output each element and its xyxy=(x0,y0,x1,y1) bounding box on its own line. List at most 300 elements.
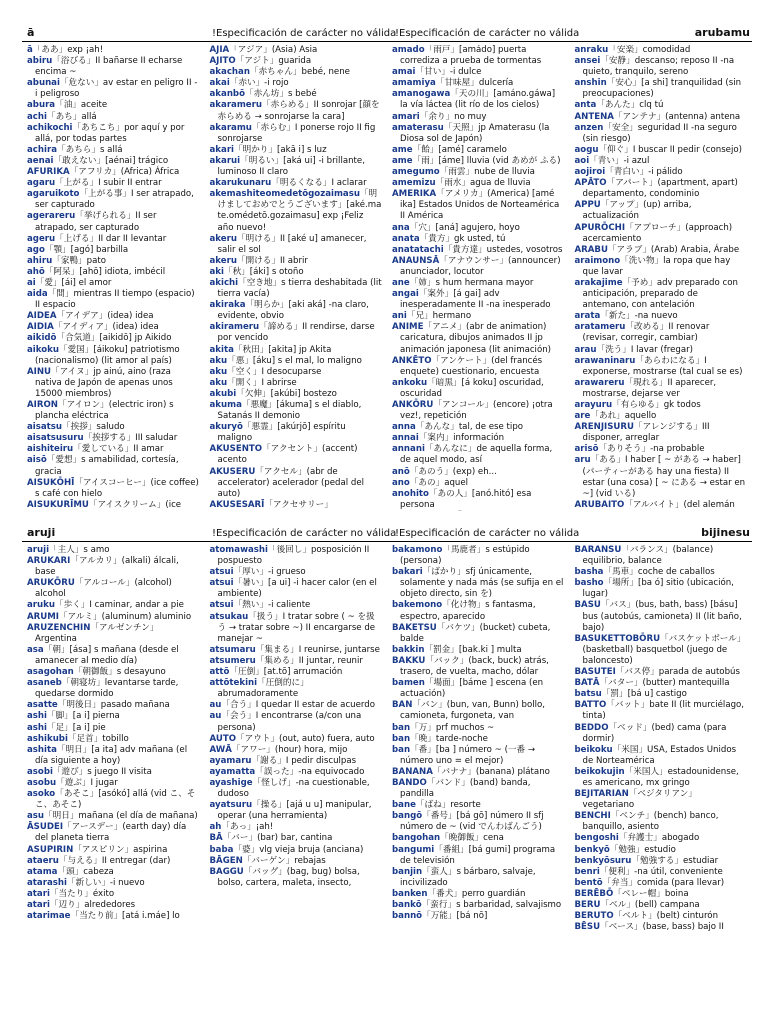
headword: aisatsu xyxy=(27,422,63,433)
headword: ASUPIRIN xyxy=(27,844,74,855)
dictionary-entry xyxy=(575,789,748,811)
dictionary-entry xyxy=(392,800,565,811)
definition: 「諦める」II rendirse, darse por vencido xyxy=(217,322,375,344)
dictionary-entry xyxy=(575,767,748,789)
headword: BĀGEN xyxy=(209,855,243,866)
headword: arakajime xyxy=(574,277,623,288)
headword: ANKŌRU xyxy=(392,400,434,410)
dictionary-entry xyxy=(27,767,200,778)
headword: AWĀ xyxy=(209,744,232,755)
headword: BAN xyxy=(392,700,413,711)
definition: 「安静」descanso; reposo II -na quieto, tranquilo, sereno xyxy=(582,56,735,78)
headword: akanbō xyxy=(209,89,245,100)
definition: 「油」aceite xyxy=(55,100,108,111)
headword: anzen xyxy=(574,122,604,133)
headword: atsumaru xyxy=(209,644,256,655)
definition: 「弁護士」abogado xyxy=(618,833,700,844)
definition: 「勉強する」estudiar xyxy=(631,855,719,866)
headword: bamen xyxy=(392,678,425,689)
dictionary-entry xyxy=(392,433,565,444)
dictionary-entry xyxy=(575,322,748,344)
definition: 「天の川」[amáno.gáwa] la vía láctea (lit río de los cielos) xyxy=(400,89,556,111)
headword: atama xyxy=(27,866,58,877)
definition: 「アプローチ」(approach) acercamiento xyxy=(582,222,733,244)
definition: 「アスピリン」aspirina xyxy=(73,844,168,855)
headword: atomawashi xyxy=(209,545,268,555)
definition: 「秋田」[akita] jp Akita xyxy=(233,344,332,355)
headword: atari xyxy=(27,900,50,910)
definition: 「あちこち」por aquí y por allá, por todas partes xyxy=(35,122,185,144)
headword: aisō xyxy=(27,455,47,466)
headword: benkyōsuru xyxy=(574,855,632,866)
headword: arisō xyxy=(574,444,599,455)
dictionary-entry xyxy=(575,678,748,689)
dictionary-entry xyxy=(575,178,748,200)
dictionary-entry xyxy=(27,189,200,211)
headword: amai xyxy=(392,67,416,78)
dictionary-entry xyxy=(27,112,200,123)
definition: 「浴びる」II bañarse II echarse encima ~ xyxy=(35,56,183,78)
definition: 「明るい」[aká ui] -i brillante, luminoso II claro xyxy=(217,155,365,178)
definition: 「明ける」II [aké u] amanecer, salir el sol xyxy=(217,233,367,255)
dictionary-entry xyxy=(575,223,748,245)
headword: AMERIKA xyxy=(392,189,437,200)
headword: arau xyxy=(574,344,597,355)
dictionary-entry xyxy=(392,223,565,234)
dictionary-entry xyxy=(27,156,200,167)
headword: au xyxy=(209,700,222,711)
dictionary-entry xyxy=(210,422,383,444)
definition: 「与える」II entregar (dar) xyxy=(58,855,171,866)
dictionary-entry xyxy=(575,634,748,667)
dictionary-entry xyxy=(392,422,565,433)
dictionary-entry xyxy=(27,267,200,278)
header-error-text-1: !Especificación de carácter no válida xyxy=(212,528,397,539)
definition: 「雨水」agua de lluvia xyxy=(435,178,531,189)
definition: 「あの人」[anó.hitó] esa persona xyxy=(400,488,532,510)
definition: 「バック」(back, buck) atrás, trasero, de vuelta, macho, dólar xyxy=(400,655,549,678)
definition: 「秋」[áki] s otoño xyxy=(223,266,304,277)
dictionary-entry xyxy=(392,845,565,867)
headword: aogu xyxy=(574,144,599,155)
dictionary-entry xyxy=(27,278,200,289)
column-3 xyxy=(387,45,570,511)
definition: 「赤らめる」II sonrojar [顔を赤らめる → sonrojarse la cara] xyxy=(217,100,380,122)
definition: 「アナウンサー」(announcer) anunciador, locutor xyxy=(400,255,561,277)
dictionary-entry xyxy=(210,45,383,56)
headword: aojiroi xyxy=(574,167,606,178)
definition: 「蛮人」s bárbaro, salvaje, incivilizado xyxy=(400,866,536,888)
dictionary-entry xyxy=(27,78,200,100)
columns xyxy=(22,542,752,1011)
headword: bakemono xyxy=(392,600,443,611)
definition: 「米国」USA, Estados Unidos de Norteamérica xyxy=(582,744,737,766)
dictionary-entry xyxy=(27,444,200,455)
definition: 「ベジタリアン」vegetariano xyxy=(582,789,697,811)
headword: anatatachi xyxy=(392,244,444,255)
definition: 「朝御飯」s desayuno xyxy=(73,667,166,678)
headword: akemashiteomedetōgozaimasu xyxy=(209,189,360,200)
definition: 「主人」s amo xyxy=(49,545,110,555)
headword: akarukunaru xyxy=(209,178,272,189)
definition: 「暗黒」[á koku] oscuridad, oscuridad xyxy=(400,377,544,399)
definition: 「雨」[áme] lluvia (vid あめが ふる) xyxy=(412,155,561,166)
dictionary-entry xyxy=(210,734,383,745)
definition: 「上がる事」I ser atrapado, ser capturado xyxy=(35,189,194,211)
headword: annani xyxy=(392,444,425,455)
dictionary-entry xyxy=(575,167,748,178)
headword: ban xyxy=(392,722,411,733)
dictionary-entry xyxy=(392,734,565,745)
definition: 「挨拶する」III saludar xyxy=(83,433,178,444)
column-4 xyxy=(570,45,753,511)
dictionary-entry xyxy=(27,789,200,811)
column-1 xyxy=(22,45,205,511)
headword: BARANSU xyxy=(574,545,622,555)
dictionary-entry xyxy=(392,833,565,844)
definition: 「万能」[bá nō] xyxy=(422,911,488,922)
definition: 「遊び」s juego II visita xyxy=(52,766,152,777)
headword: ataeru xyxy=(27,855,59,866)
definition: 「後回し」posposición II pospuesto xyxy=(217,545,370,567)
definition: 「洗う」I lavar (fregar) xyxy=(596,344,693,355)
dictionary-entry xyxy=(392,167,565,178)
headword: BĒSU xyxy=(574,922,601,933)
definition: 「番犬」perro guardián xyxy=(427,888,526,899)
definition: 「万」prf muchos ~ xyxy=(410,722,495,733)
header-last-word: bijinesu xyxy=(701,526,750,539)
definition: 「頭」cabeza xyxy=(57,866,114,877)
headword: BAKKU xyxy=(392,655,426,666)
definition: 「アパート」(apartment, apart) departamento, condominio xyxy=(582,178,738,200)
dictionary-entry xyxy=(575,867,748,878)
dictionary-entry xyxy=(392,311,565,322)
dictionary-entry xyxy=(575,311,748,322)
dictionary-entry xyxy=(27,367,200,400)
headword: bentō xyxy=(574,877,603,888)
definition: 「予め」adv preparado con anticipación, preparado de antemano, con antelación xyxy=(582,277,738,311)
definition: 「バンド」(band) banda, pandilla xyxy=(400,777,531,800)
dictionary-entry xyxy=(210,156,383,178)
headword: asaneb xyxy=(27,678,62,689)
definition: 「勉強」estudio xyxy=(609,844,676,855)
dictionary-entry xyxy=(27,667,200,678)
headword: ageru xyxy=(27,233,56,244)
definition: 「アクセル」(abr de accelerator) acelerador (pedal del auto) xyxy=(217,466,365,499)
dictionary-entry xyxy=(210,256,383,267)
definition: 「あそこ」[asókó] allá (vid こ、そこ、あそこ) xyxy=(35,789,196,811)
dictionary-entry xyxy=(210,667,383,678)
definition: 「空き地」s tierra deshabitada (lit tierra vacía) xyxy=(217,277,382,300)
dictionary-entry xyxy=(27,478,200,500)
headword: aku xyxy=(209,355,228,366)
headword: amaterasu xyxy=(392,122,444,133)
definition: 「空く」I desocuparse xyxy=(227,366,322,377)
dictionary-entry xyxy=(210,178,383,189)
definition: 「当たり」éxito xyxy=(49,888,115,899)
dictionary-entry xyxy=(575,100,748,111)
headword: bangohan xyxy=(392,833,441,844)
dictionary-entry xyxy=(210,645,383,656)
definition: 「バーゲン」rebajas xyxy=(242,855,326,866)
dictionary-page-1 xyxy=(22,22,752,512)
dictionary-entry xyxy=(27,433,200,444)
dictionary-entry xyxy=(210,567,383,578)
dictionary-entry xyxy=(575,545,748,567)
dictionary-entry xyxy=(575,400,748,411)
headword: ā xyxy=(27,45,33,55)
headword: benkyō xyxy=(574,844,610,855)
headword: aisatsusuru xyxy=(27,433,84,444)
headword: agerareru xyxy=(27,211,76,222)
definition: 「ベルト」(belt) cinturón xyxy=(613,911,719,922)
dictionary-entry xyxy=(392,256,565,278)
definition: 「番組」[bá gumi] programa de televisión xyxy=(400,844,556,866)
headword: banjin xyxy=(392,866,423,877)
headword: ĀSUDEI xyxy=(27,822,64,833)
definition: 「圧倒的に」abrumadoramente xyxy=(217,678,309,700)
dictionary-entry xyxy=(27,878,200,889)
headword: asoko xyxy=(27,789,56,800)
definition: 「アルコール」(alcohol) alcohol xyxy=(35,578,172,600)
headword: abiru xyxy=(27,56,53,67)
headword: ARUMI xyxy=(27,611,59,622)
dictionary-entry xyxy=(392,178,565,189)
column-1 xyxy=(22,545,205,1011)
definition: 「弁当」comida (para llevar) xyxy=(602,877,725,888)
dictionary-entry xyxy=(392,545,565,567)
headword: beikoku xyxy=(574,744,613,755)
headword: are xyxy=(574,411,591,422)
definition: 「厚い」-i grueso xyxy=(233,567,306,578)
dictionary-entry xyxy=(575,667,748,678)
headword: anta xyxy=(574,100,597,111)
headword: asa xyxy=(27,644,44,655)
dictionary-entry xyxy=(575,444,748,455)
headword: anō xyxy=(392,466,410,477)
definition: 「馬車」coche de caballos xyxy=(603,567,715,578)
headword: akuma xyxy=(209,400,242,410)
dictionary-entry xyxy=(27,745,200,767)
dictionary-entry xyxy=(575,345,748,356)
definition: 「挨拶」saludo xyxy=(62,422,125,433)
definition: 「危ない」av estar en peligro II -i peligroso xyxy=(35,78,198,100)
dictionary-entry xyxy=(27,545,200,556)
headword: BEDDO xyxy=(574,722,609,733)
headword: aruku xyxy=(27,600,55,611)
definition: 「赤らむ」I ponerse rojo II fig sonrojarse xyxy=(217,122,376,144)
dictionary-entry xyxy=(210,578,383,600)
dictionary-entry xyxy=(575,811,748,833)
headword: aishiteiru xyxy=(27,444,74,455)
definition: 「アフリカ」(Africa) África xyxy=(69,167,180,178)
dictionary-entry xyxy=(27,700,200,711)
headword: ANAUNSĀ xyxy=(392,255,440,266)
definition: 「合気道」[aikidō] jp Aikido xyxy=(56,333,172,344)
headword: atari xyxy=(27,888,50,899)
definition: 「ベレー帽」boina xyxy=(613,888,689,899)
dictionary-entry xyxy=(575,833,748,844)
headword: akirameru xyxy=(209,322,260,333)
dictionary-entry xyxy=(392,911,565,922)
definition: 「アジア」(Asia) Asia xyxy=(229,45,318,55)
definition: 「あちら」s allá xyxy=(57,144,123,155)
definition: 「化け物」s fantasma, espectro, aparecido xyxy=(400,600,536,622)
definition: 「案外」[á gai] adv inesperadamente II -na inesperado xyxy=(400,289,551,311)
headword: ARUKŌRU xyxy=(27,578,75,589)
headword: AJITO xyxy=(209,56,236,67)
column-3 xyxy=(387,545,570,1011)
dictionary-entry xyxy=(27,711,200,722)
definition: 「罰金」[bak.ki ] multa xyxy=(424,644,522,655)
headword: akaramu xyxy=(209,122,252,133)
definition: 「アンケート」(del francés enquete) cuestionario, encuesta xyxy=(400,355,543,377)
dictionary-entry xyxy=(27,145,200,156)
headword: benri xyxy=(574,866,600,877)
definition: 「辺り」alrededores xyxy=(49,900,136,910)
definition: 「穴」[aná] agujero, hoyo xyxy=(409,222,520,233)
headword: akai xyxy=(209,78,230,89)
definition: 「愛国」[áikoku] patriotismo (nacionalismo) (lit amor al país) xyxy=(35,344,180,366)
definition: 「現れる」II aparecer, mostrarse, dejarse ver xyxy=(582,377,717,399)
headword: annai xyxy=(392,433,419,444)
dictionary-entry xyxy=(27,600,200,611)
definition: 「明日」mañana (el día de mañana) xyxy=(44,811,198,822)
headword: anna xyxy=(392,422,416,433)
dictionary-entry xyxy=(575,889,748,900)
dictionary-entry xyxy=(27,845,200,856)
headword: agaru xyxy=(27,178,56,189)
definition: 「アルバイト」(del alemán xyxy=(624,499,735,510)
headword: amegumo xyxy=(392,167,440,178)
headword: ankoku xyxy=(392,377,428,388)
headword: BASUTEI xyxy=(574,667,616,678)
definition: 「上げる」II dar II levantar xyxy=(55,233,167,244)
headword: ashikubi xyxy=(27,733,68,744)
definition: 「案内」información xyxy=(418,433,505,444)
dictionary-entry xyxy=(210,467,383,500)
definition: 「新しい」-i nuevo xyxy=(66,877,145,888)
definition: 「開く」I abrirse xyxy=(227,377,297,388)
dictionary-entry xyxy=(27,333,200,344)
definition: 「アルミ」(aluminum) aluminio xyxy=(59,611,192,622)
headword: bakari xyxy=(392,567,423,578)
headword: bangumi xyxy=(392,844,435,855)
headword: ano xyxy=(392,477,410,488)
headword: ago xyxy=(27,244,45,255)
headword: ARENJISURU xyxy=(574,422,634,433)
headword: ARUBAITO xyxy=(574,499,625,510)
headword: ashita xyxy=(27,744,57,755)
dictionary-entry xyxy=(575,578,748,600)
dictionary-entry xyxy=(575,600,748,633)
headword: ai xyxy=(27,277,36,288)
dictionary-entry xyxy=(210,400,383,422)
definition: 「集まる」I reunirse, juntarse xyxy=(255,644,380,655)
dictionary-entry xyxy=(392,623,565,645)
definition: 「あんた」clq tú xyxy=(596,100,664,111)
definition: 「朝寝坊」levantarse tarde, quedarse dormido xyxy=(35,678,179,700)
definition: 「バケツ」(bucket) cubeta, balde xyxy=(400,622,551,644)
dictionary-entry xyxy=(575,112,748,123)
header-error-text-2: !Especificación de carácter no válida xyxy=(395,528,580,539)
dictionary-entry xyxy=(575,500,748,511)
dictionary-entry xyxy=(27,811,200,822)
headword: arawaninaru xyxy=(574,355,636,366)
headword: aoi xyxy=(574,155,590,166)
definition: 「アイスクリーム」(ice xyxy=(88,499,182,510)
dictionary-entry xyxy=(27,900,200,911)
definition: 「青い」-i azul xyxy=(589,155,650,166)
definition: 「アクセサリー」 xyxy=(264,499,333,510)
definition: 「安心」[a shi] tranquilidad (sin preocupaciones) xyxy=(582,78,742,100)
dictionary-entry xyxy=(210,89,383,100)
definition: 「あっ」¡ah! xyxy=(221,822,274,833)
headword: ayatsuru xyxy=(209,800,253,811)
dictionary-entry xyxy=(392,467,565,478)
dictionary-entry xyxy=(575,567,748,578)
headword: AISUKŌHĪ xyxy=(27,477,75,488)
headword: APĀTO xyxy=(574,178,607,189)
dictionary-entry xyxy=(210,678,383,700)
dictionary-entry xyxy=(575,878,748,889)
dictionary-entry xyxy=(27,455,200,477)
definition: 「あれ」aquello xyxy=(590,411,657,422)
headword: araimono xyxy=(574,255,621,266)
headword: ARABU xyxy=(574,244,608,255)
definition: 「アンテナ」(antenna) antena xyxy=(613,111,741,122)
dictionary-entry xyxy=(27,123,200,145)
headword: BASU xyxy=(574,600,601,611)
headword: akubi xyxy=(209,388,237,399)
dictionary-entry xyxy=(210,56,383,67)
dictionary-entry xyxy=(27,778,200,789)
headword: atarashi xyxy=(27,877,67,888)
headword: akachan xyxy=(209,67,250,78)
headword: akuryō xyxy=(209,422,243,433)
definition: 「ベル」(bell) campana xyxy=(600,900,700,910)
definition: 「アイヌ」jp ainú, aino (raza nativa de Japón de apenas unos 15000 miembros) xyxy=(35,366,173,399)
headword: ARUKARI xyxy=(27,556,71,567)
definition: 「集める」II juntar, reunir xyxy=(255,655,363,666)
headword: akarui xyxy=(209,155,241,166)
headword: AIRON xyxy=(27,400,58,410)
definition: 「脚」[a i] pierna xyxy=(46,711,120,722)
dictionary-entry xyxy=(27,322,200,333)
definition: 「会う」I encontrarse (a/con una persona) xyxy=(217,711,362,733)
headword: AUTO xyxy=(209,733,237,744)
dictionary-entry xyxy=(575,200,748,222)
dictionary-entry xyxy=(575,845,748,856)
dictionary-entry xyxy=(392,489,565,511)
dictionary-entry xyxy=(575,900,748,911)
dictionary-entry xyxy=(392,156,565,167)
headword: amemizu xyxy=(392,178,436,189)
dictionary-entry xyxy=(210,612,383,645)
headword: ani xyxy=(392,311,407,322)
headword: amanogawa xyxy=(392,89,451,100)
dictionary-entry xyxy=(210,356,383,367)
dictionary-entry xyxy=(392,289,565,311)
definition: 「操る」[ajá u u] manipular, operar (una herramienta) xyxy=(217,800,372,822)
headword: ahiru xyxy=(27,255,53,266)
headword: bane xyxy=(392,800,416,811)
definition: 「愛想」s amabilidad, cortesía, gracia xyxy=(35,455,179,477)
definition: 「アラブ」(Arab) Arabia, Árabe xyxy=(607,244,740,255)
headword: arayuru xyxy=(574,400,613,410)
headword: bengoshi xyxy=(574,833,619,844)
definition: 「明かり」[akā i] s luz xyxy=(234,144,327,155)
